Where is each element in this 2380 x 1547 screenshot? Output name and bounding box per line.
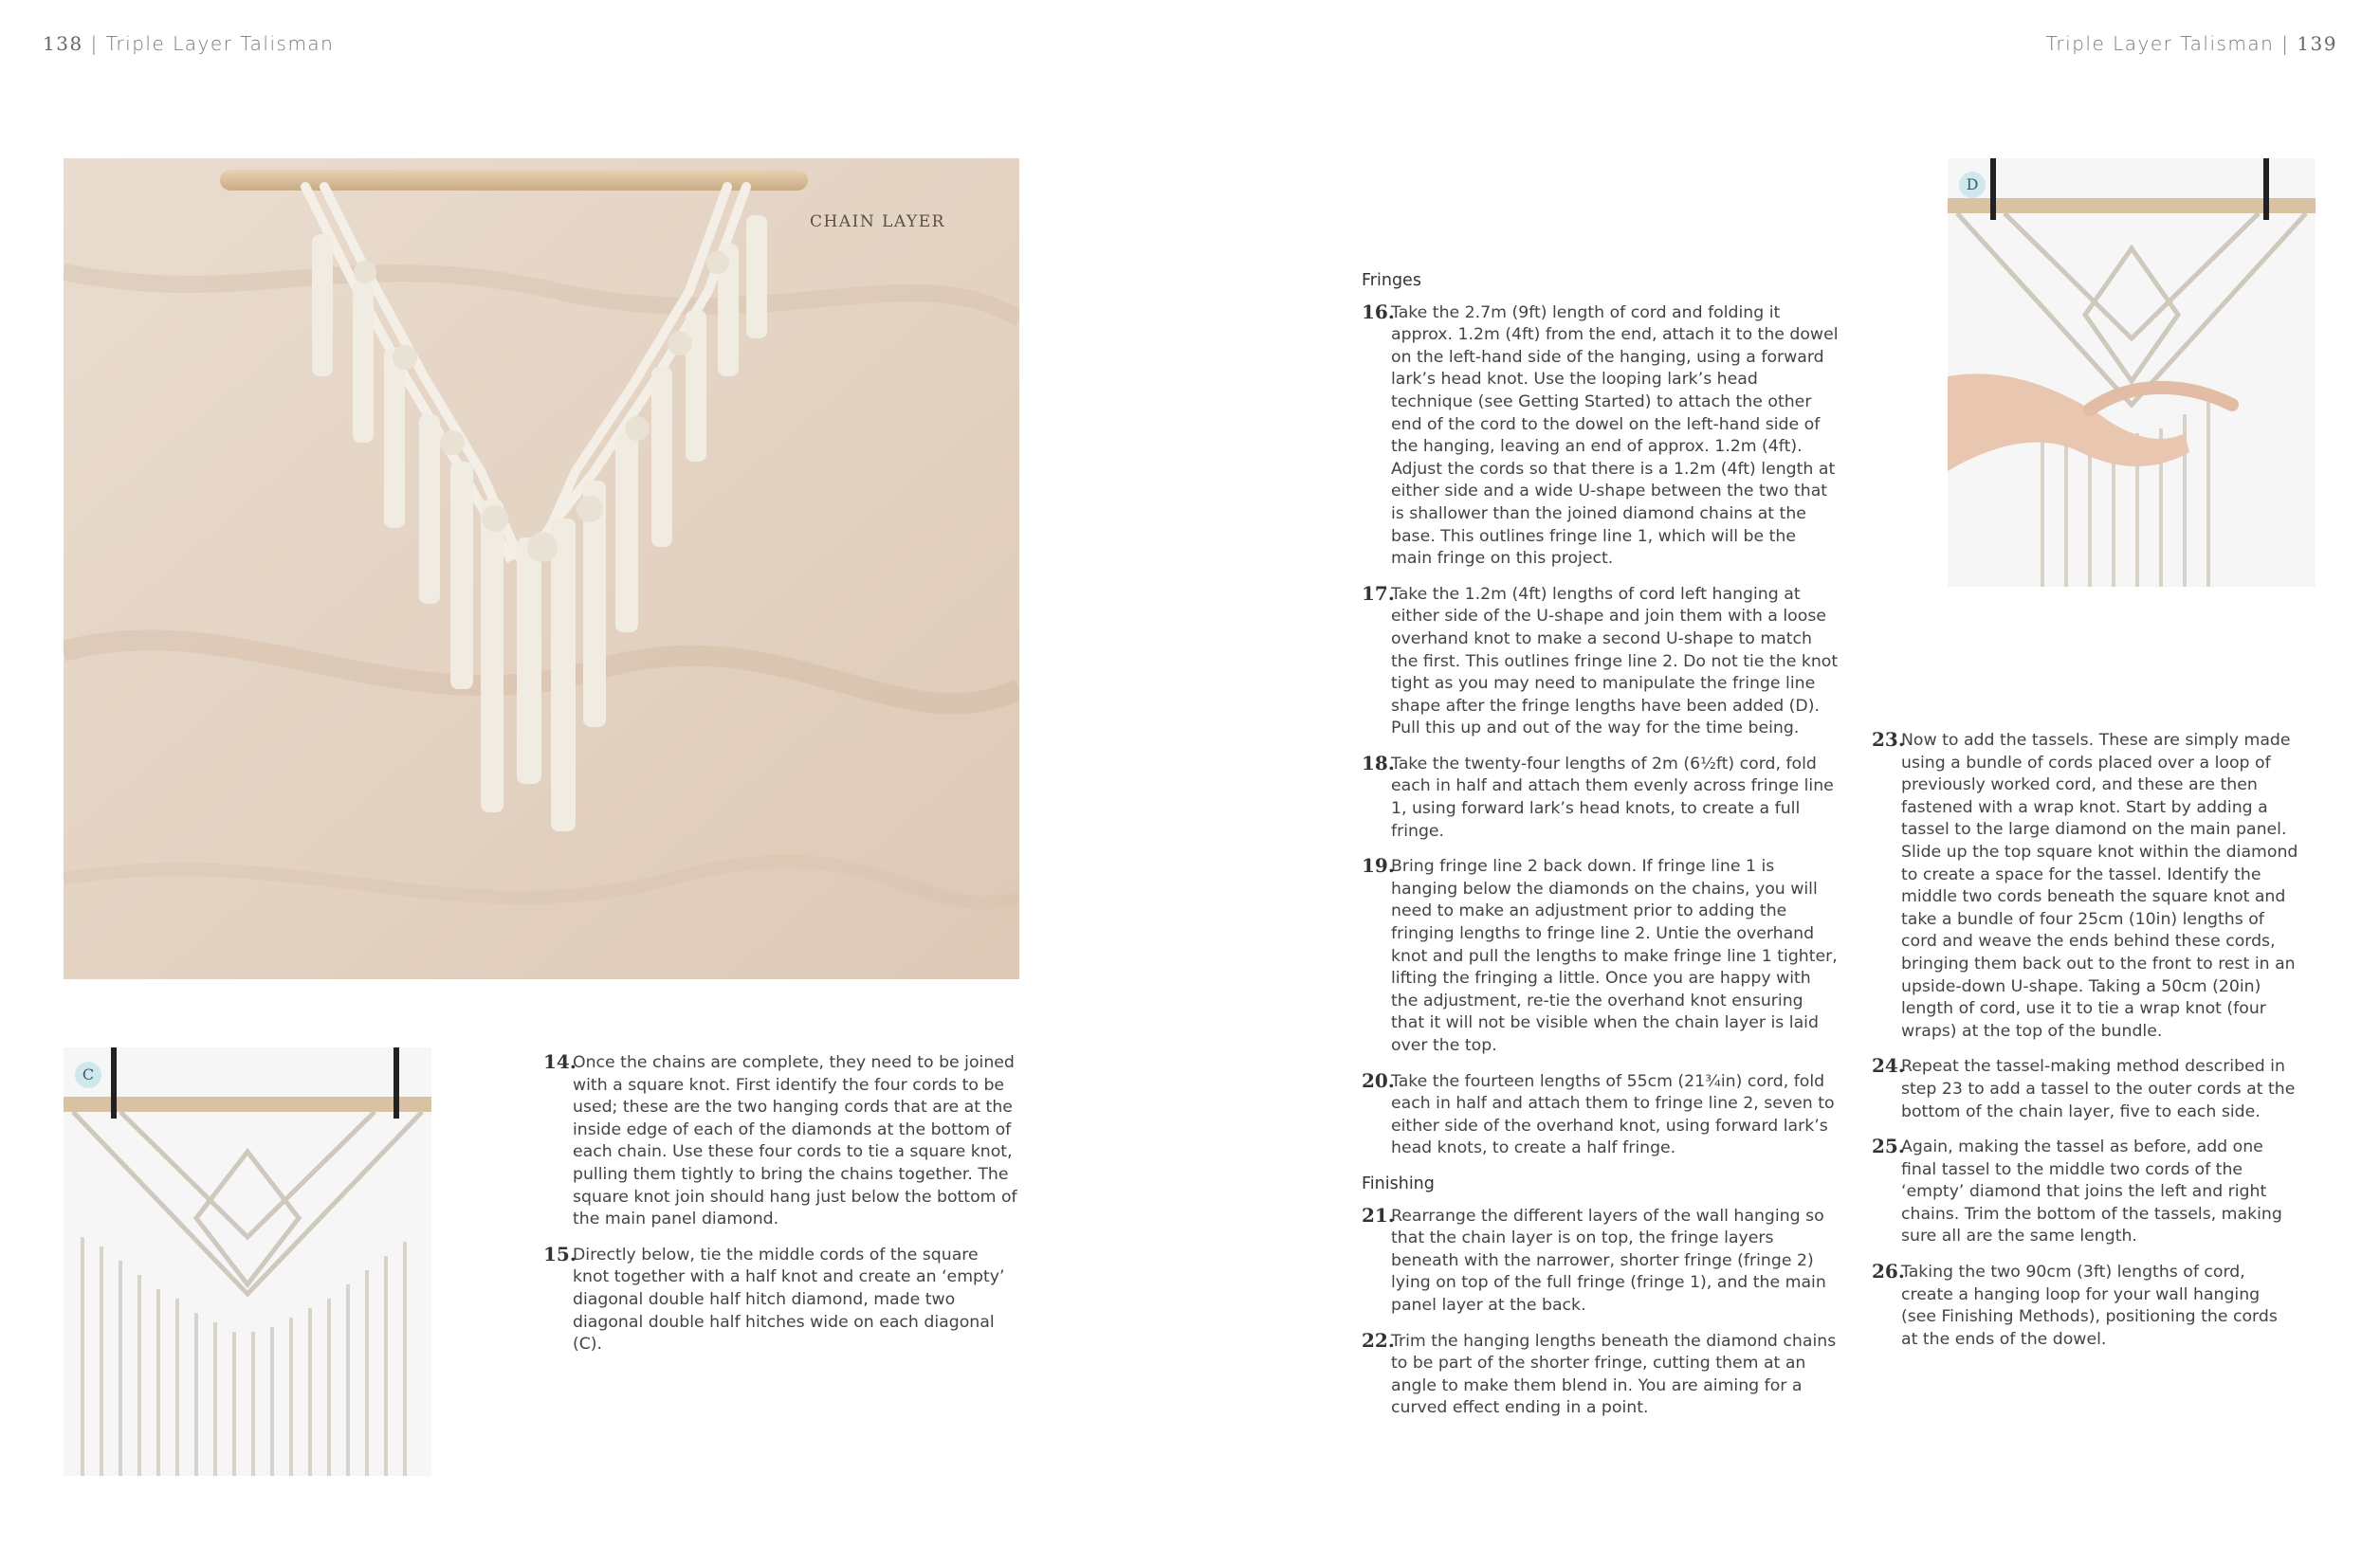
step-text: Take the 2.7m (9ft) length of cord and folding it approx. 1.2m (4ft) from the end, attach it to the dowel on the left-hand side of the hanging, using a forward lark’s head knot. Use the looping lark’s head technique (see Getting Started) to attach the other end of the cord to the dowel on the left-hand side of the hanging, leaving an end of approx. 1.2m (4ft). Adjust the cords so that there is a 1.2m (4ft) length at either side and a wide U-shape between the two that is shallower than the joined diamond chains at the base. This outlines fringe line 1, which will be the main fringe on this project. [1391,302,1839,569]
step-text: Trim the hanging lengths beneath the diamond chains to be part of the shorter fringe, cutting them at an angle to make them blend in. You are aiming for a curved effect ending in a point. [1391,1331,1837,1418]
step-text: Take the 1.2m (4ft) lengths of cord left hanging at either side of the U-shape and join them with a loose overhand knot to make a second U-shape to match the first. This outlines fringe line 2. Do not tie the knot tight as you may need to manipulate the fringe line shape after the fringe lengths have been added (D). Pull this up and out of the way for the time being. [1391,584,1839,738]
macrame-chain-layer-image [64,158,1019,979]
instructions-column-middle [1362,270,1840,1433]
step-text: Directly below, tie the middle cords of the square knot together with a half knot and create an ‘empty’ diagonal double half hitch diamond, made two diagonal double half hitches wide on each diagonal (C). [573,1245,1005,1355]
finishing-heading: Finishing [1362,1174,1435,1193]
instructions-column-left [543,1052,1017,1370]
step-item [1362,581,1840,740]
step-number: 26. [1872,1260,1905,1283]
step-number: 16. [1362,300,1395,323]
step-text: Rearrange the different layers of the wall hanging so that the chain layer is on top, the fringe layers beneath with the narrower, shorter fringe (fringe 2) lying on top of the full fringe (fringe 1), and the main panel layer at the back. [1391,1206,1826,1315]
step-item [1362,1068,1840,1160]
step-text: Take the fourteen lengths of 55cm (21¾in) cord, fold each in half and attach them to fringe line 2, seven to either side of the overhand knot, using forward lark’s head knots, to create a half fringe. [1391,1071,1835,1158]
chapter-title-right: Triple Layer Talisman [2045,32,2275,55]
step-number: 21. [1362,1203,1395,1227]
step-text: Bring fringe line 2 back down. If fringe line 1 is hanging below the diamonds on the chains, you will need to make an adjustment prior to adding the fringing lengths to fringe line 2. Untie the overhand knot and pull the lengths to make fringe line 1 tighter, lifting the fringing a little. Once you are happy with the adjustment, re-tie the overhand knot ensuring that it will not be visible when the chain layer is laid over the top. [1391,857,1838,1055]
chain-layer-label: CHAIN LAYER [810,212,945,231]
main-photo [64,158,1019,979]
step-number: 17. [1362,581,1395,605]
photo-c [64,1047,431,1476]
running-head-left [43,32,334,55]
fringes-heading: Fringes [1362,271,1421,290]
step-item [543,1052,1017,1231]
step-item [1362,302,1840,571]
step-number: 15. [543,1242,577,1265]
step-text: Take the twenty-four lengths of 2m (6½ft) cord, fold each in half and attach them evenly across fringe line 1, using forward lark’s head knots, to create a full fringe. [1391,754,1834,841]
photo-d [1948,158,2316,587]
step-number: 25. [1872,1135,1905,1158]
step-text: Repeat the tassel-making method described in step 23 to add a tassel to the outer cords at the bottom of the chain layer, five to each side. [1901,1057,2296,1121]
step-item [1362,856,1840,1057]
chapter-title-left: Triple Layer Talisman [105,32,335,55]
step-number: 19. [1362,854,1395,878]
step-item [1872,730,2298,1043]
instructions-column-right [1872,730,2298,1364]
step-item [1872,1262,2298,1351]
step-number: 18. [1362,751,1395,774]
step-item [1362,1328,1840,1420]
running-head-right [2046,32,2337,55]
step-number: 22. [1362,1328,1395,1352]
separator: | [90,32,106,55]
step-text: Taking the two 90cm (3ft) lengths of cord, create a hanging loop for your wall hanging (see Finishing Methods), positioning the cords at the ends of the dowel. [1901,1263,2278,1349]
step-text: Now to add the tassels. These are simply made using a bundle of cords placed over a loop of previously worked cord, and these are then fastened with a wrap knot. Start by adding a tassel to the large diamond on the main panel. Slide up the top square knot within the diamond to create a space for the tassel. Identify the middle two cords beneath the square knot and take a bundle of four 25cm (10in) lengths of cord and weave the ends behind these cords, bringing them back out to the front to rest in an upside-down U-shape. Taking a 50cm (20in) length of cord, use it to tie a wrap knot (four wraps) at the top of the bundle. [1901,731,2298,1041]
page-number-left: 138 [43,32,83,55]
step-item [1872,1137,2298,1248]
step-text: Once the chains are complete, they need to be joined with a square knot. First identify the four cords to be used; these are the two hanging cords that are at the inside edge of each of the diamonds at the bottom of each chain. Use these four cords to tie a square knot, pulling them tightly to bring the chains together. The square knot join should hang just below the bottom of the main panel diamond. [573,1053,1017,1229]
macrame-diamond-panel-image [64,1047,431,1476]
separator: | [2281,32,2298,55]
macrame-fringe-hand-image [1948,158,2316,587]
photo-d-badge: D [1959,172,1986,198]
step-item [1362,1203,1840,1318]
step-text: Again, making the tassel as before, add one final tassel to the middle two cords of the ‘empty’ diamond that joins the left and right chains. Trim the bottom of the tassels, making sure all are the same length. [1901,1138,2282,1247]
step-item [543,1242,1017,1356]
photo-c-badge: C [75,1062,101,1088]
step-number: 23. [1872,728,1905,751]
step-number: 24. [1872,1054,1905,1078]
step-item [1872,1056,2298,1123]
step-item [1362,751,1840,843]
step-number: 20. [1362,1068,1395,1092]
step-number: 14. [543,1050,577,1073]
page-number-right: 139 [2297,32,2337,55]
